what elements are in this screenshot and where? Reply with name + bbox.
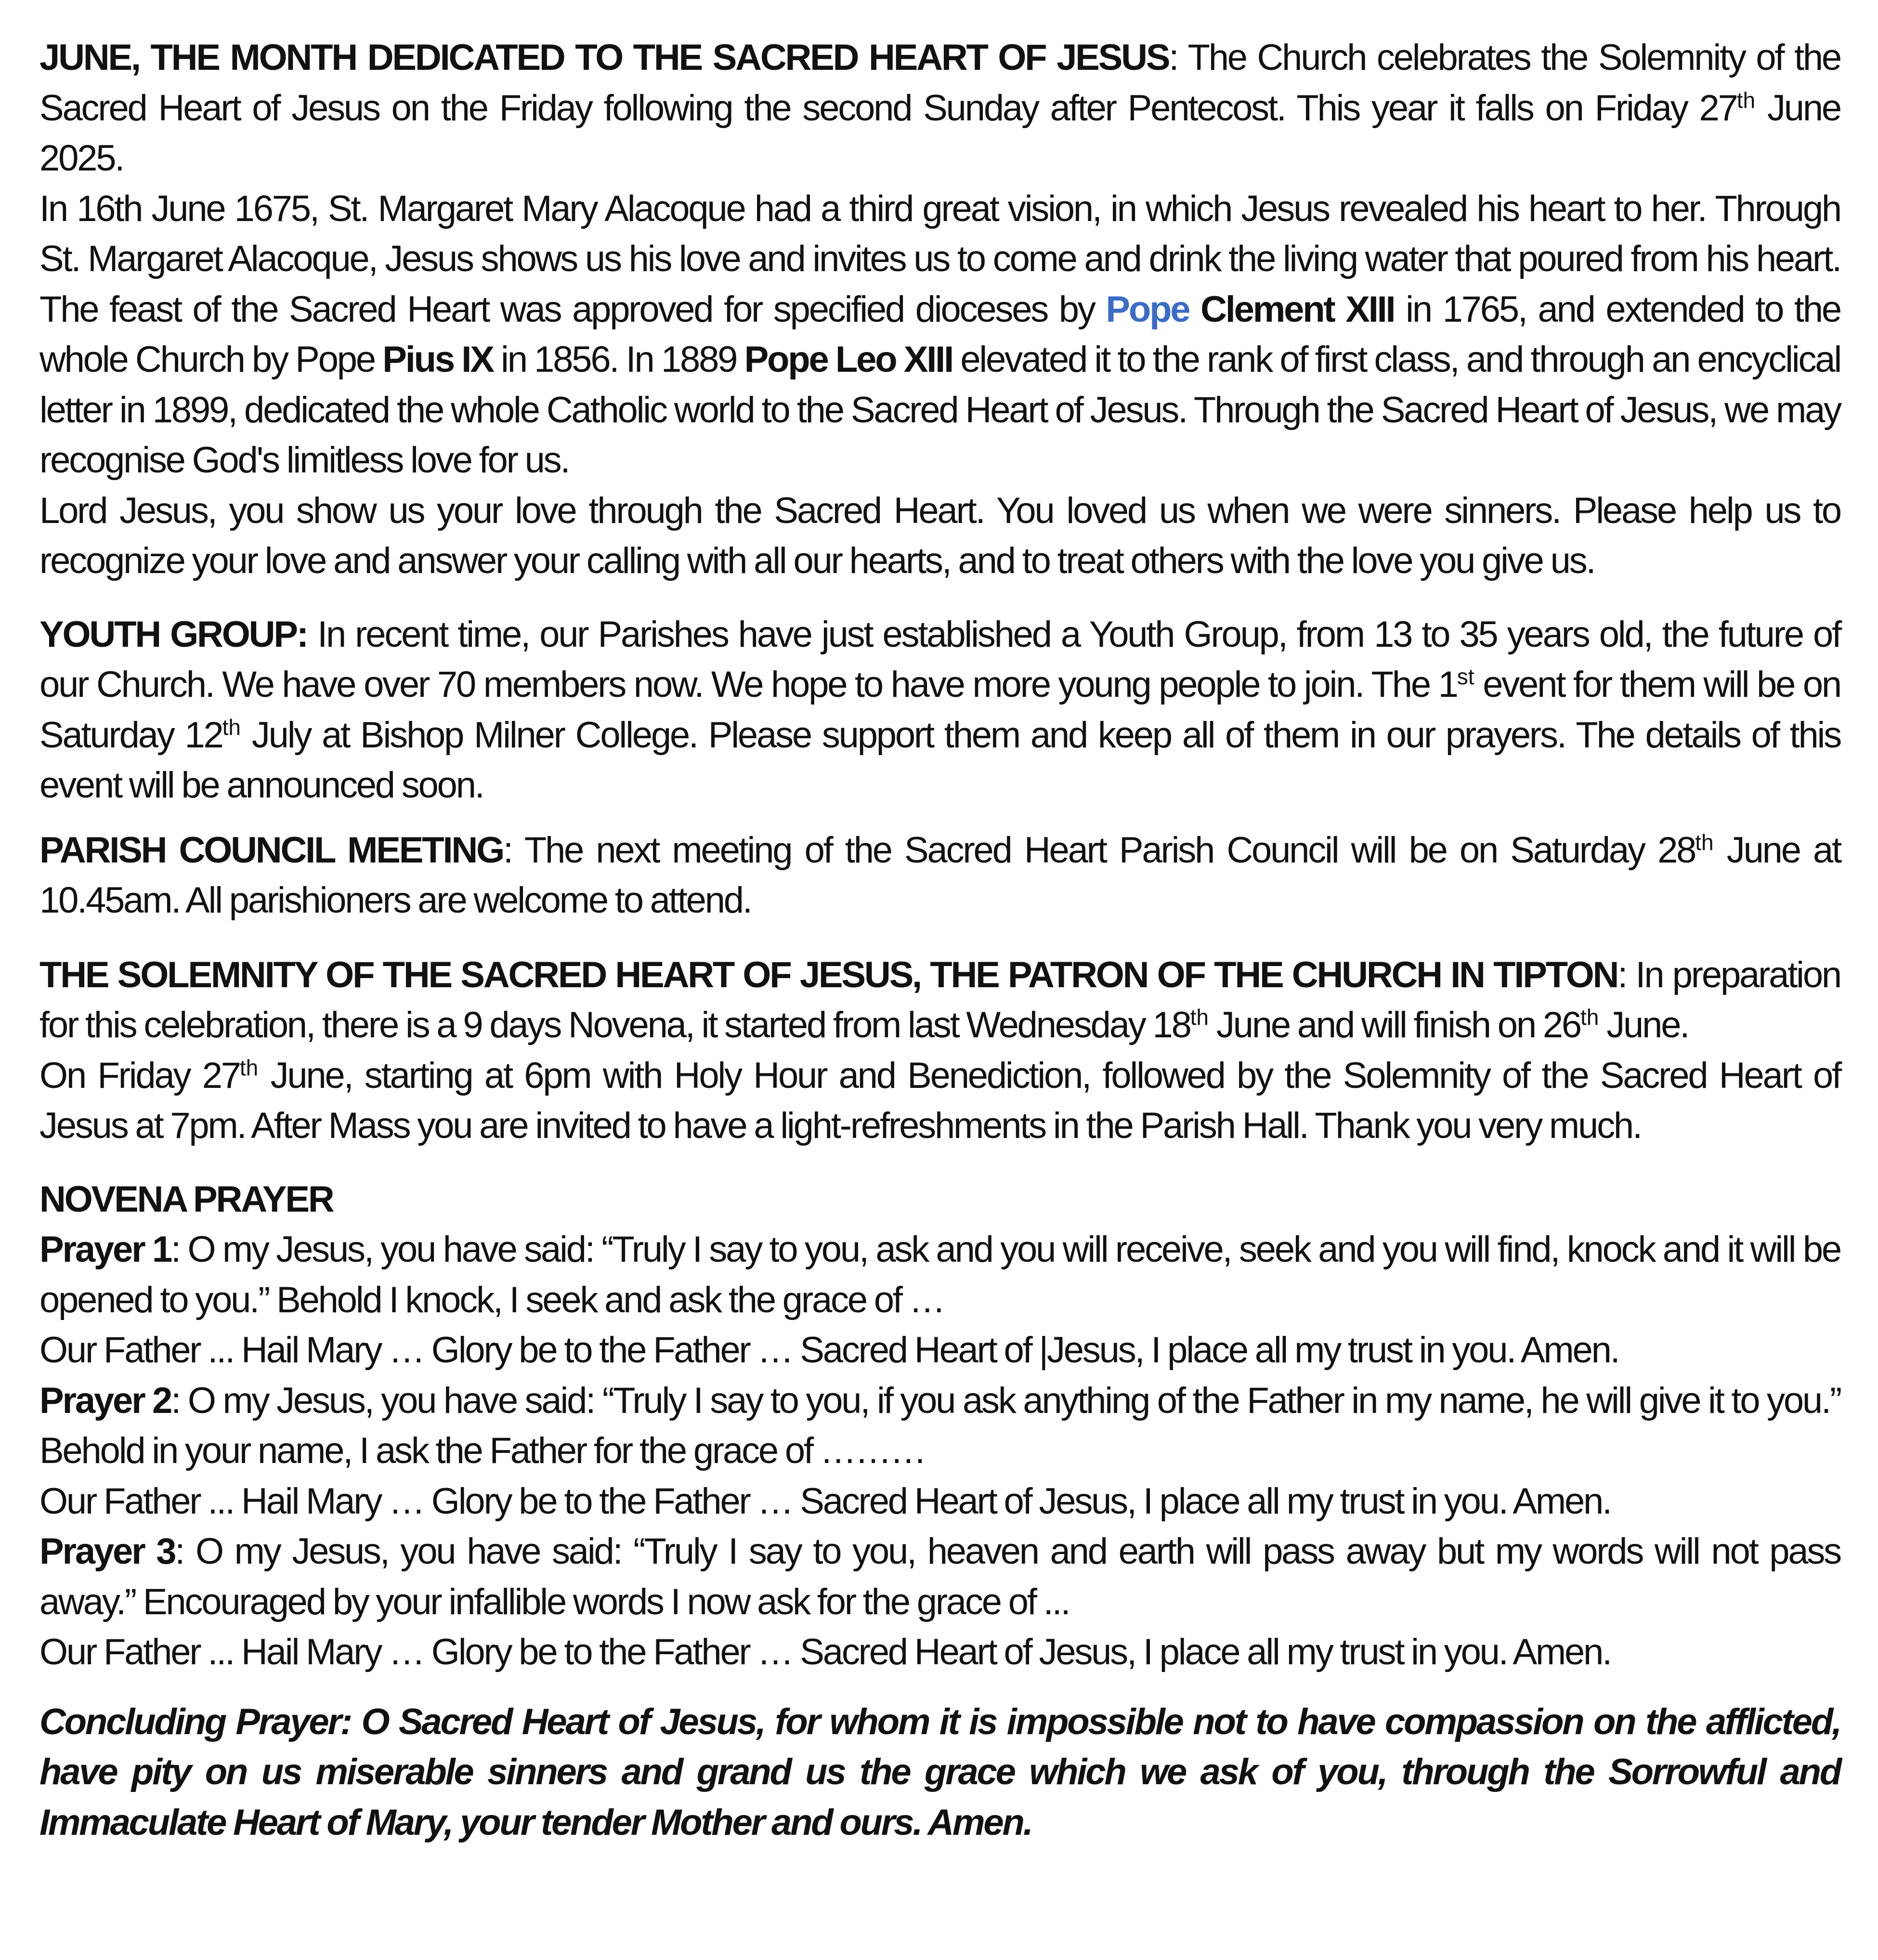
section-parish-council bbox=[39, 825, 1840, 926]
prayer-2-text: : O my Jesus, you have said: “Truly I say to you, if you ask anything of the Father in my name, he will give it to you.” Behold in your name, I ask the Father for the grace of ……… bbox=[39, 1380, 1841, 1471]
section-solemnity bbox=[39, 950, 1840, 1151]
prayer-1-text: : O my Jesus, you have said: “Truly I say to you, ask and you will receive, seek and you will find, knock and it will be opened to you.” Behold I knock, I seek and ask the grace of … bbox=[39, 1229, 1840, 1320]
june-text-1a: : The Church celebrates the Solemnity of the Sacred Heart of Jesus on the Friday following the second Sunday after Pentecost. This year it falls on Friday 27 bbox=[39, 37, 1840, 129]
solemnity-sup-3: th bbox=[239, 1055, 259, 1080]
june-text-2c: in 1856. In 1889 bbox=[493, 339, 744, 380]
novena-heading bbox=[39, 1175, 1840, 1225]
solemnity-paragraph-2 bbox=[39, 1051, 1840, 1151]
council-text-b: June at 10.45am. All parishioners are welcome to attend. bbox=[39, 829, 1840, 921]
june-sup: th bbox=[1736, 87, 1756, 113]
prayer-3-label: Prayer 3 bbox=[39, 1531, 175, 1572]
youth-text-c: July at Bishop Milner College. Please support them and keep all of them in our prayers. The details of this event will be announced soon. bbox=[39, 714, 1840, 806]
youth-paragraph bbox=[39, 610, 1840, 811]
pope-leo-xiii: Pope Leo XIII bbox=[744, 339, 952, 380]
pius-ix: Pius IX bbox=[382, 339, 493, 380]
council-heading: PARISH COUNCIL MEETING bbox=[39, 829, 503, 871]
june-paragraph-3: Lord Jesus, you show us your love through the Sacred Heart. You loved us when we were sinners. Please help us to recognize your love and answer your calling with all our hearts, and to treat others with the love you give us. bbox=[39, 490, 1840, 581]
june-paragraph-1 bbox=[39, 33, 1840, 184]
solemnity-sup-2: th bbox=[1580, 1005, 1599, 1030]
section-youth-group bbox=[39, 610, 1840, 811]
clement-xiii: Clement XIII bbox=[1200, 288, 1395, 330]
solemnity-paragraph-1 bbox=[39, 950, 1840, 1051]
solemnity-text-1b: June and will finish on 26 bbox=[1209, 1005, 1580, 1045]
pope-link-text: Pope bbox=[1106, 288, 1189, 330]
solemnity-text-1c: June. bbox=[1599, 1005, 1689, 1045]
june-text-2b: in 1765, and extended to the whole Church by Pope bbox=[39, 288, 1840, 380]
june-text-1b: June 2025. bbox=[39, 87, 1840, 179]
solemnity-sup-1: th bbox=[1190, 1005, 1209, 1030]
prayer-1-closing: Our Father ... Hail Mary … Glory be to the Father … Sacred Heart of |Jesus, I place all my trust in you. Amen. bbox=[39, 1330, 1619, 1371]
youth-sup-2: th bbox=[222, 714, 241, 740]
prayer-1-label: Prayer 1 bbox=[39, 1229, 171, 1270]
youth-sup-1: st bbox=[1457, 664, 1474, 689]
june-text-2a: In 16th June 1675, St. Margaret Mary Alacoque had a third great vision, in which Jesus revealed his heart to her. Through St. Margaret Alacoque, Jesus shows us his love and invites us to come and drink the living water that poured from his heart. The feast of the Sacred Heart was approved for specified dioceses by bbox=[39, 188, 1840, 330]
solemnity-text-1a: : In preparation for this celebration, there is a 9 days Novena, it started from last Wednesday 18 bbox=[39, 954, 1840, 1045]
prayer-2-label: Prayer 2 bbox=[39, 1380, 171, 1421]
solemnity-text-2b: June, starting at 6pm with Holy Hour and Benediction, followed by the Solemnity of the Sacred Heart of Jesus at 7pm. After Mass you are invited to have a light-refreshments in the Parish Hall. Thank you very much. bbox=[39, 1055, 1840, 1146]
june-heading: JUNE, THE MONTH DEDICATED TO THE SACRED HEART OF JESUS bbox=[39, 37, 1169, 78]
june-text-2d: elevated it to the rank of first class, and through an encyclical letter in 1899, dedicated the whole Catholic world to the Sacred Heart of Jesus. Through the Sacred Heart of Jesus, we may recognise God's limitless love for us. bbox=[39, 339, 1840, 481]
concluding-prayer: Concluding Prayer: O Sacred Heart of Jesus, for whom it is impossible not to have compassion on the afflicted, have pity on us miserable sinners and grand us the grace which we ask of you, through the Sorrowful and Immaculate Heart of Mary, your tender Mother and ours. Amen. bbox=[39, 1701, 1840, 1843]
novena-heading-text: NOVENA PRAYER bbox=[39, 1178, 333, 1220]
prayer-1 bbox=[39, 1225, 1840, 1325]
solemnity-text-2a: On Friday 27 bbox=[39, 1055, 240, 1096]
prayer-3 bbox=[39, 1527, 1840, 1627]
youth-text-a: In recent time, our Parishes have just established a Youth Group, from 13 to 35 years old, the future of our Church. We have over 70 members now. We hope to have more young people to join. The 1 bbox=[39, 614, 1840, 705]
section-novena-prayer bbox=[39, 1175, 1840, 1678]
prayer-3-text: : O my Jesus, you have said: “Truly I say to you, heaven and earth will pass away but my words will not pass away.” Encouraged by your infallible words I now ask for the grace of ... bbox=[39, 1531, 1840, 1622]
june-paragraph-2 bbox=[39, 184, 1840, 486]
june-space bbox=[1189, 289, 1200, 330]
solemnity-heading: THE SOLEMNITY OF THE SACRED HEART OF JESUS, THE PATRON OF THE CHURCH IN TIPTON bbox=[39, 954, 1618, 995]
section-june-sacred-heart bbox=[39, 33, 1840, 587]
council-text-a: : The next meeting of the Sacred Heart Parish Council will be on Saturday 28 bbox=[503, 829, 1695, 871]
prayer-2-closing: Our Father ... Hail Mary … Glory be to the Father … Sacred Heart of Jesus, I place all my trust in you. Amen. bbox=[39, 1480, 1611, 1522]
youth-text-b: event for them will be on Saturday 12 bbox=[39, 664, 1841, 756]
prayer-3-closing: Our Father ... Hail Mary … Glory be to the Father … Sacred Heart of Jesus, I place all my trust in you. Amen. bbox=[39, 1632, 1611, 1673]
youth-heading: YOUTH GROUP: bbox=[39, 614, 307, 655]
prayer-2 bbox=[39, 1376, 1840, 1477]
council-sup: th bbox=[1695, 829, 1714, 855]
section-concluding-prayer bbox=[39, 1697, 1840, 1848]
council-paragraph bbox=[39, 825, 1840, 926]
